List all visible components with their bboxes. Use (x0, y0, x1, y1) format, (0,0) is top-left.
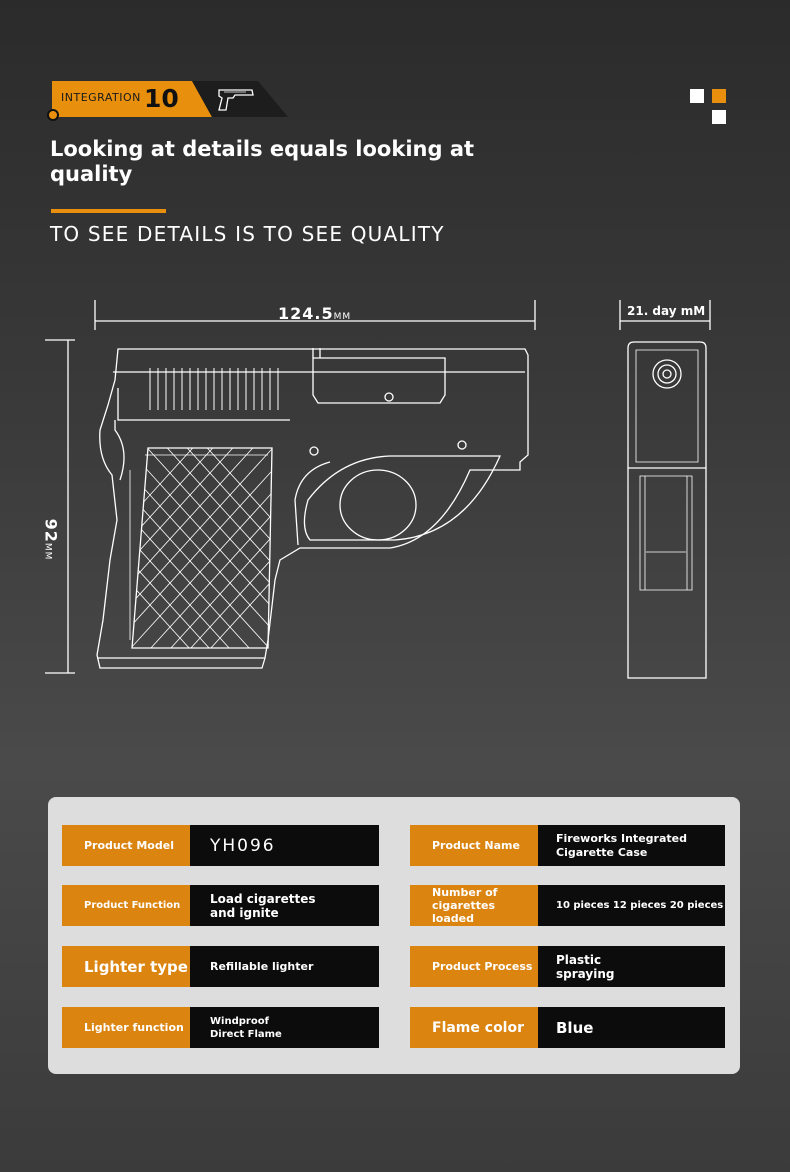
spec-value: Blue (538, 1007, 725, 1048)
headline: Looking at details equals looking at quality (50, 137, 475, 186)
spec-value: Windproof Direct Flame (190, 1007, 379, 1048)
product-technical-drawing (0, 290, 790, 690)
spec-label: Lighter type (62, 946, 190, 987)
spec-row-product-model (62, 825, 379, 866)
spec-row-product-name (410, 825, 725, 866)
orange-square (712, 89, 726, 103)
width-unit: MM (333, 312, 352, 322)
spec-value: Load cigarettes and ignite (190, 885, 379, 926)
height-dimension-label (41, 519, 60, 561)
badge-label: INTEGRATION (61, 91, 141, 104)
spec-row-lighter-type (62, 946, 379, 987)
accent-bar (51, 209, 166, 213)
spec-row-cigarettes-loaded (410, 885, 725, 926)
badge-number: 10 (144, 84, 179, 113)
spec-value: 10 pieces 12 pieces 20 pieces (538, 885, 725, 926)
spec-label: Product Name (410, 825, 538, 866)
spec-row-lighter-function (62, 1007, 379, 1048)
width-value: 124.5 (278, 304, 334, 323)
white-square (712, 110, 726, 124)
spec-label: Number of cigarettes loaded (410, 885, 538, 926)
white-square (690, 89, 704, 103)
spec-label: Product Model (62, 825, 190, 866)
height-unit: MM (42, 542, 53, 561)
spec-row-product-function (62, 885, 379, 926)
spec-value: Plastic spraying (538, 946, 725, 987)
spec-label: Lighter function (62, 1007, 190, 1048)
subheadline: TO SEE DETAILS IS TO SEE QUALITY (50, 222, 445, 246)
spec-row-product-process (410, 946, 725, 987)
width-dimension-label (278, 304, 351, 323)
badge-dot (47, 109, 59, 121)
spec-label: Product Process (410, 946, 538, 987)
spec-value: YH096 (190, 825, 379, 866)
depth-dimension-label: 21. day mM (627, 304, 706, 318)
spec-label: Product Function (62, 885, 190, 926)
pistol-icon (216, 86, 256, 112)
integration-badge (52, 81, 288, 117)
spec-row-flame-color (410, 1007, 725, 1048)
spec-value: Fireworks Integrated Cigarette Case (538, 825, 725, 866)
spec-label: Flame color (410, 1007, 538, 1048)
height-value: 92 (41, 518, 61, 543)
spec-value: Refillable lighter (190, 946, 379, 987)
